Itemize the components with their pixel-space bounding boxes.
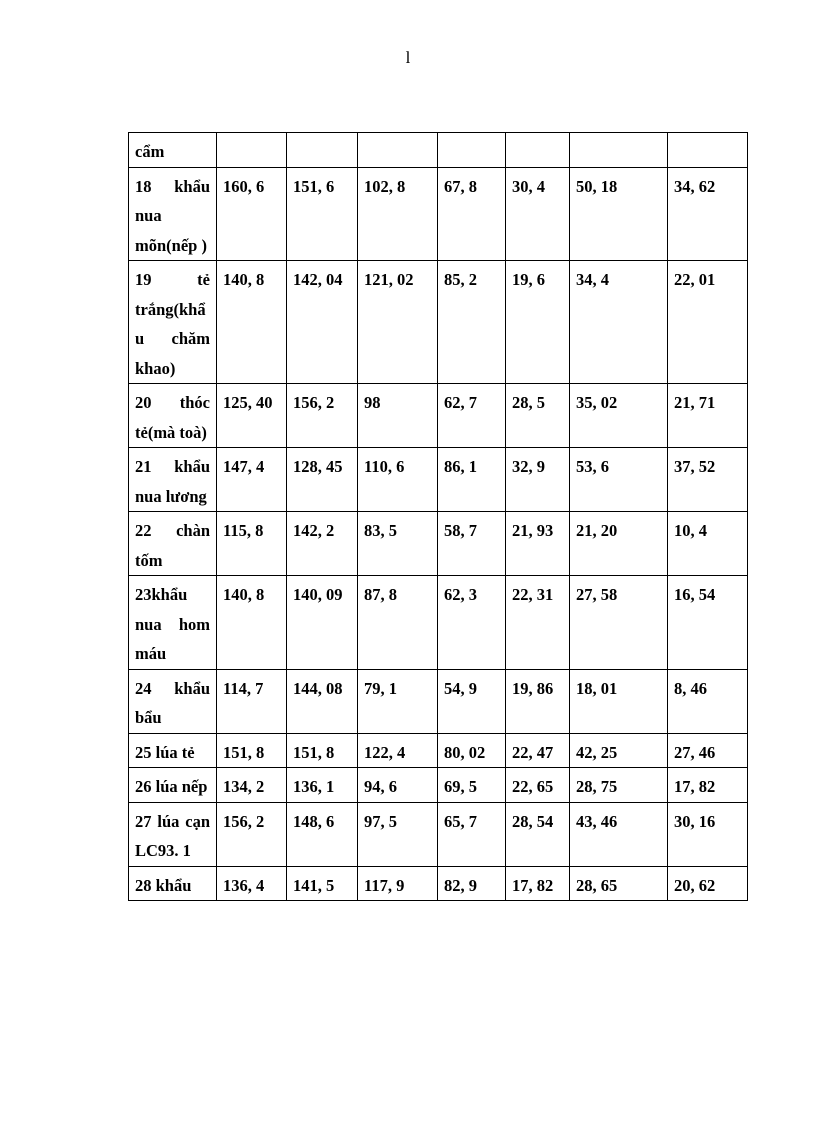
value-cell: 142, 2	[287, 512, 358, 576]
value-cell: 21, 20	[570, 512, 668, 576]
value-cell: 30, 4	[506, 167, 570, 261]
value-cell: 160, 6	[217, 167, 287, 261]
value-cell: 58, 7	[438, 512, 506, 576]
value-cell: 82, 9	[438, 866, 506, 901]
value-cell: 21, 93	[506, 512, 570, 576]
value-cell: 62, 7	[438, 384, 506, 448]
value-cell: 18, 01	[570, 669, 668, 733]
value-cell: 20, 62	[668, 866, 748, 901]
value-cell: 34, 62	[668, 167, 748, 261]
value-cell: 42, 25	[570, 733, 668, 768]
value-cell: 86, 1	[438, 448, 506, 512]
value-cell: 17, 82	[506, 866, 570, 901]
value-cell: 22, 31	[506, 576, 570, 670]
value-cell: 128, 45	[287, 448, 358, 512]
variety-name-cell: 20 thóc tẻ(mà toà)	[129, 384, 217, 448]
value-cell: 140, 8	[217, 261, 287, 384]
value-cell: 94, 6	[358, 768, 438, 803]
value-cell: 156, 2	[287, 384, 358, 448]
value-cell: 10, 4	[668, 512, 748, 576]
value-cell: 62, 3	[438, 576, 506, 670]
value-cell	[358, 133, 438, 168]
value-cell: 121, 02	[358, 261, 438, 384]
variety-name-cell: 24 khẩu bẩu	[129, 669, 217, 733]
value-cell: 141, 5	[287, 866, 358, 901]
value-cell: 30, 16	[668, 802, 748, 866]
value-cell: 22, 65	[506, 768, 570, 803]
value-cell: 53, 6	[570, 448, 668, 512]
value-cell: 19, 6	[506, 261, 570, 384]
value-cell	[506, 133, 570, 168]
table-row	[129, 866, 748, 901]
value-cell: 151, 6	[287, 167, 358, 261]
value-cell: 22, 01	[668, 261, 748, 384]
value-cell: 85, 2	[438, 261, 506, 384]
value-cell: 28, 5	[506, 384, 570, 448]
value-cell: 19, 86	[506, 669, 570, 733]
value-cell: 114, 7	[217, 669, 287, 733]
table-row	[129, 576, 748, 670]
table-row	[129, 384, 748, 448]
value-cell: 134, 2	[217, 768, 287, 803]
value-cell: 37, 52	[668, 448, 748, 512]
value-cell: 21, 71	[668, 384, 748, 448]
value-cell: 22, 47	[506, 733, 570, 768]
value-cell	[287, 133, 358, 168]
table-row	[129, 669, 748, 733]
value-cell: 65, 7	[438, 802, 506, 866]
variety-name-cell: cẩm	[129, 133, 217, 168]
variety-name-cell: 23khẩu nua hom máu	[129, 576, 217, 670]
value-cell: 16, 54	[668, 576, 748, 670]
value-cell	[438, 133, 506, 168]
table-row	[129, 802, 748, 866]
variety-name-cell: 28 khẩu	[129, 866, 217, 901]
value-cell: 151, 8	[217, 733, 287, 768]
value-cell: 147, 4	[217, 448, 287, 512]
value-cell: 136, 4	[217, 866, 287, 901]
table-row	[129, 261, 748, 384]
variety-name-cell: 21 khẩu nua lương	[129, 448, 217, 512]
value-cell: 17, 82	[668, 768, 748, 803]
value-cell: 87, 8	[358, 576, 438, 670]
value-cell: 140, 8	[217, 576, 287, 670]
table-row	[129, 167, 748, 261]
variety-name-cell: 22 chàn tốm	[129, 512, 217, 576]
value-cell: 122, 4	[358, 733, 438, 768]
value-cell	[668, 133, 748, 168]
value-cell: 50, 18	[570, 167, 668, 261]
value-cell: 144, 08	[287, 669, 358, 733]
variety-name-cell: 19 tẻ trắng(khẩu chăm khao)	[129, 261, 217, 384]
value-cell: 156, 2	[217, 802, 287, 866]
value-cell: 28, 65	[570, 866, 668, 901]
value-cell: 98	[358, 384, 438, 448]
value-cell: 117, 9	[358, 866, 438, 901]
variety-name-cell: 18 khẩu nua mõn(nếp )	[129, 167, 217, 261]
data-table	[128, 132, 748, 901]
page-number: l	[405, 48, 411, 67]
value-cell: 102, 8	[358, 167, 438, 261]
value-cell: 35, 02	[570, 384, 668, 448]
value-cell: 67, 8	[438, 167, 506, 261]
value-cell: 34, 4	[570, 261, 668, 384]
value-cell: 27, 46	[668, 733, 748, 768]
value-cell: 27, 58	[570, 576, 668, 670]
value-cell: 80, 02	[438, 733, 506, 768]
table-row	[129, 133, 748, 168]
value-cell: 83, 5	[358, 512, 438, 576]
value-cell: 148, 6	[287, 802, 358, 866]
variety-name-cell: 26 lúa nếp	[129, 768, 217, 803]
value-cell: 54, 9	[438, 669, 506, 733]
value-cell: 28, 54	[506, 802, 570, 866]
value-cell: 151, 8	[287, 733, 358, 768]
value-cell: 79, 1	[358, 669, 438, 733]
value-cell: 97, 5	[358, 802, 438, 866]
table-row	[129, 448, 748, 512]
variety-name-cell: 27 lúa cạn LC93. 1	[129, 802, 217, 866]
value-cell: 32, 9	[506, 448, 570, 512]
value-cell	[217, 133, 287, 168]
value-cell: 69, 5	[438, 768, 506, 803]
value-cell: 115, 8	[217, 512, 287, 576]
value-cell: 43, 46	[570, 802, 668, 866]
table-row	[129, 768, 748, 803]
value-cell	[570, 133, 668, 168]
variety-name-cell: 25 lúa tẻ	[129, 733, 217, 768]
value-cell: 28, 75	[570, 768, 668, 803]
table-row	[129, 733, 748, 768]
value-cell: 125, 40	[217, 384, 287, 448]
table-body	[129, 133, 748, 901]
value-cell: 140, 09	[287, 576, 358, 670]
value-cell: 136, 1	[287, 768, 358, 803]
table-row	[129, 512, 748, 576]
value-cell: 142, 04	[287, 261, 358, 384]
value-cell: 110, 6	[358, 448, 438, 512]
value-cell: 8, 46	[668, 669, 748, 733]
